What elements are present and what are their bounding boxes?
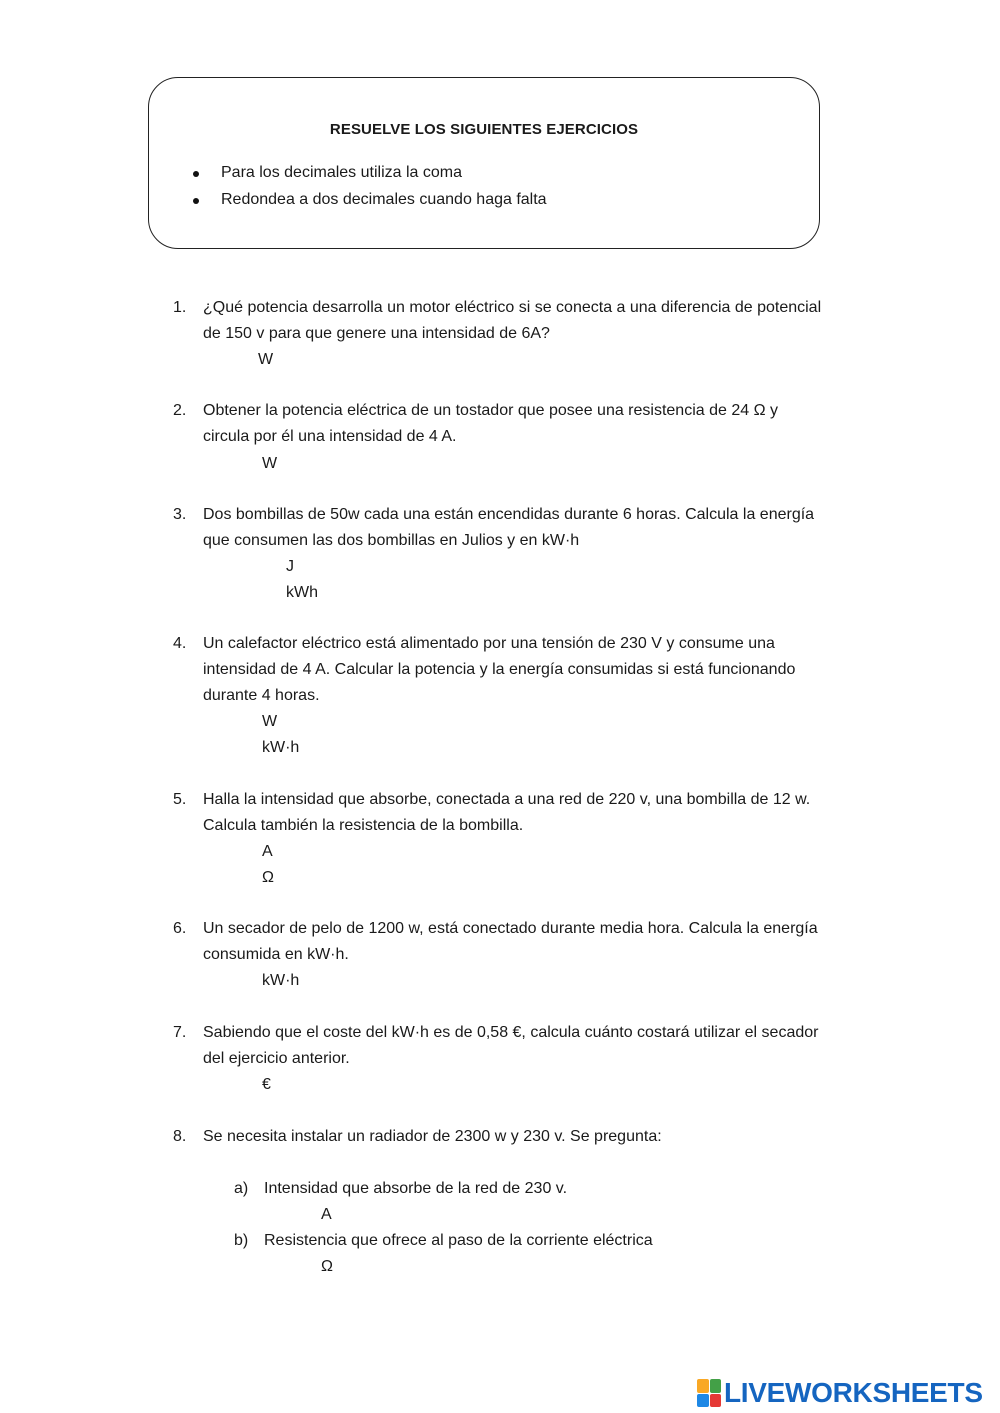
exercise-text: que consumen las dos bombillas en Julios y en kW·h <box>203 532 580 549</box>
exercise-text: Un calefactor eléctrico está alimentado por una tensión de 230 V y consume una <box>203 635 775 652</box>
answer-unit: kW·h <box>262 739 300 756</box>
exercise-text: de 150 v para que genere una intensidad de 6A? <box>203 325 550 342</box>
sub-item-label: b) <box>234 1232 249 1249</box>
instruction-text: Redondea a dos decimales cuando haga falta <box>221 191 547 208</box>
exercise-text: durante 4 horas. <box>203 687 320 704</box>
logo-text: LIVEWORKSHEETS <box>724 1377 983 1408</box>
exercise-text: consumida en kW·h. <box>203 946 349 963</box>
sub-item-text: Resistencia que ofrece al paso de la corriente eléctrica <box>264 1232 653 1249</box>
exercise-text: Halla la intensidad que absorbe, conectada a una red de 220 v, una bombilla de 12 w. <box>203 791 811 808</box>
exercise-number: 4. <box>173 635 187 652</box>
liveworksheets-badge-icon <box>697 1379 721 1407</box>
answer-unit: W <box>262 713 278 730</box>
answer-unit: Ω <box>321 1258 333 1275</box>
exercise-number: 6. <box>173 920 187 937</box>
exercise-text: Dos bombillas de 50w cada una están encendidas durante 6 horas. Calcula la energía <box>203 506 815 523</box>
bullet-dot-icon <box>193 198 199 204</box>
exercise-text: Calcula también la resistencia de la bombilla. <box>203 817 524 834</box>
answer-unit: kW·h <box>262 972 300 989</box>
bullet-dot-icon <box>193 171 199 177</box>
exercise-number: 8. <box>173 1128 187 1145</box>
answer-unit: J <box>286 558 294 575</box>
liveworksheets-logo[interactable] <box>697 1378 983 1408</box>
exercise-text: Sabiendo que el coste del kW·h es de 0,58 €, calcula cuánto costará utilizar el secador <box>203 1024 819 1041</box>
exercise-number: 1. <box>173 299 187 316</box>
instruction-text: Para los decimales utiliza la coma <box>221 164 462 181</box>
exercise-text: circula por él una intensidad de 4 A. <box>203 428 457 445</box>
exercise-text: ¿Qué potencia desarrolla un motor eléctrico si se conecta a una diferencia de potencial <box>203 299 822 316</box>
answer-unit: W <box>262 455 278 472</box>
exercise-number: 2. <box>173 402 187 419</box>
exercise-text: del ejercicio anterior. <box>203 1050 350 1067</box>
answer-unit: A <box>321 1206 332 1223</box>
exercise-number: 7. <box>173 1024 187 1041</box>
sub-item-text: Intensidad que absorbe de la red de 230 v. <box>264 1180 568 1197</box>
exercise-text: intensidad de 4 A. Calcular la potencia y la energía consumidas si está funcionando <box>203 661 796 678</box>
exercise-number: 5. <box>173 791 187 808</box>
instructions-box <box>148 77 820 249</box>
exercise-number: 3. <box>173 506 187 523</box>
answer-unit: W <box>258 351 274 368</box>
exercise-text: Obtener la potencia eléctrica de un tostador que posee una resistencia de 24 Ω y <box>203 402 778 419</box>
answer-unit: kWh <box>286 584 318 601</box>
sub-item-label: a) <box>234 1180 249 1197</box>
answer-unit: € <box>262 1076 271 1093</box>
exercise-text: Un secador de pelo de 1200 w, está conectado durante media hora. Calcula la energía <box>203 920 818 937</box>
exercise-text: Se necesita instalar un radiador de 2300 w y 230 v. Se pregunta: <box>203 1128 662 1145</box>
answer-unit: A <box>262 843 273 860</box>
answer-unit: Ω <box>262 869 274 886</box>
instructions-title: RESUELVE LOS SIGUIENTES EJERCICIOS <box>329 121 639 138</box>
